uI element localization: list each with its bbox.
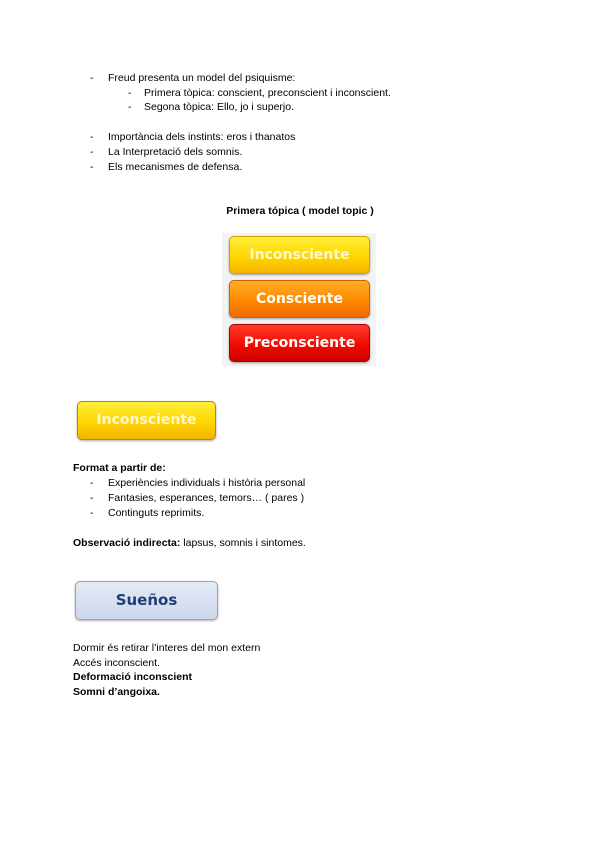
text-line-bold: Somni d’angoixa. (73, 686, 160, 698)
list-item: Importància dels instints: eros i thanatos (108, 131, 296, 143)
bullet-dash: - (90, 146, 94, 158)
bullet-dash: - (128, 87, 132, 99)
sub-list-item: Segona tòpica: Ello, jo i superjo. (144, 101, 295, 113)
bullet-dash: - (90, 477, 94, 489)
list-item: Freud presenta un model del psiquisme: (108, 72, 296, 84)
bullet-dash: - (90, 507, 94, 519)
list-item: Continguts reprimits. (108, 507, 205, 519)
text-line: Dormir és retirar l’interes del mon extern (73, 642, 261, 654)
bullet-dash: - (90, 131, 94, 143)
sub-list-item: Primera tòpica: conscient, preconscient i inconscient. (144, 87, 391, 99)
list-item: Els mecanismes de defensa. (108, 161, 243, 173)
observation-text: lapsus, somnis i sintomes. (180, 537, 306, 549)
diagram-box-preconsciente: Preconsciente (229, 324, 370, 362)
bullet-dash: - (90, 492, 94, 504)
observation-line (73, 537, 306, 549)
diagram-title: Primera tópica ( model topic ) (226, 205, 374, 217)
text-line: Accés inconscient. (73, 657, 160, 669)
observation-label: Observació indirecta: (73, 537, 181, 549)
bullet-dash: - (128, 101, 132, 113)
text-line-bold: Deformació inconscient (73, 671, 193, 683)
format-label: Format a partir de: (73, 462, 166, 474)
diagram-box-consciente: Consciente (229, 280, 370, 318)
diagram-box-inconsciente: Inconsciente (229, 236, 370, 274)
list-item: Experiències individuals i història personal (108, 477, 306, 489)
inconsciente-badge: Inconsciente (77, 401, 216, 440)
bullet-dash: - (90, 72, 94, 84)
list-item: Fantasies, esperances, temors… ( pares ) (108, 492, 305, 504)
suenos-badge: Sueños (75, 581, 218, 620)
list-item: La Interpretació dels somnis. (108, 146, 243, 158)
bullet-dash: - (90, 161, 94, 173)
